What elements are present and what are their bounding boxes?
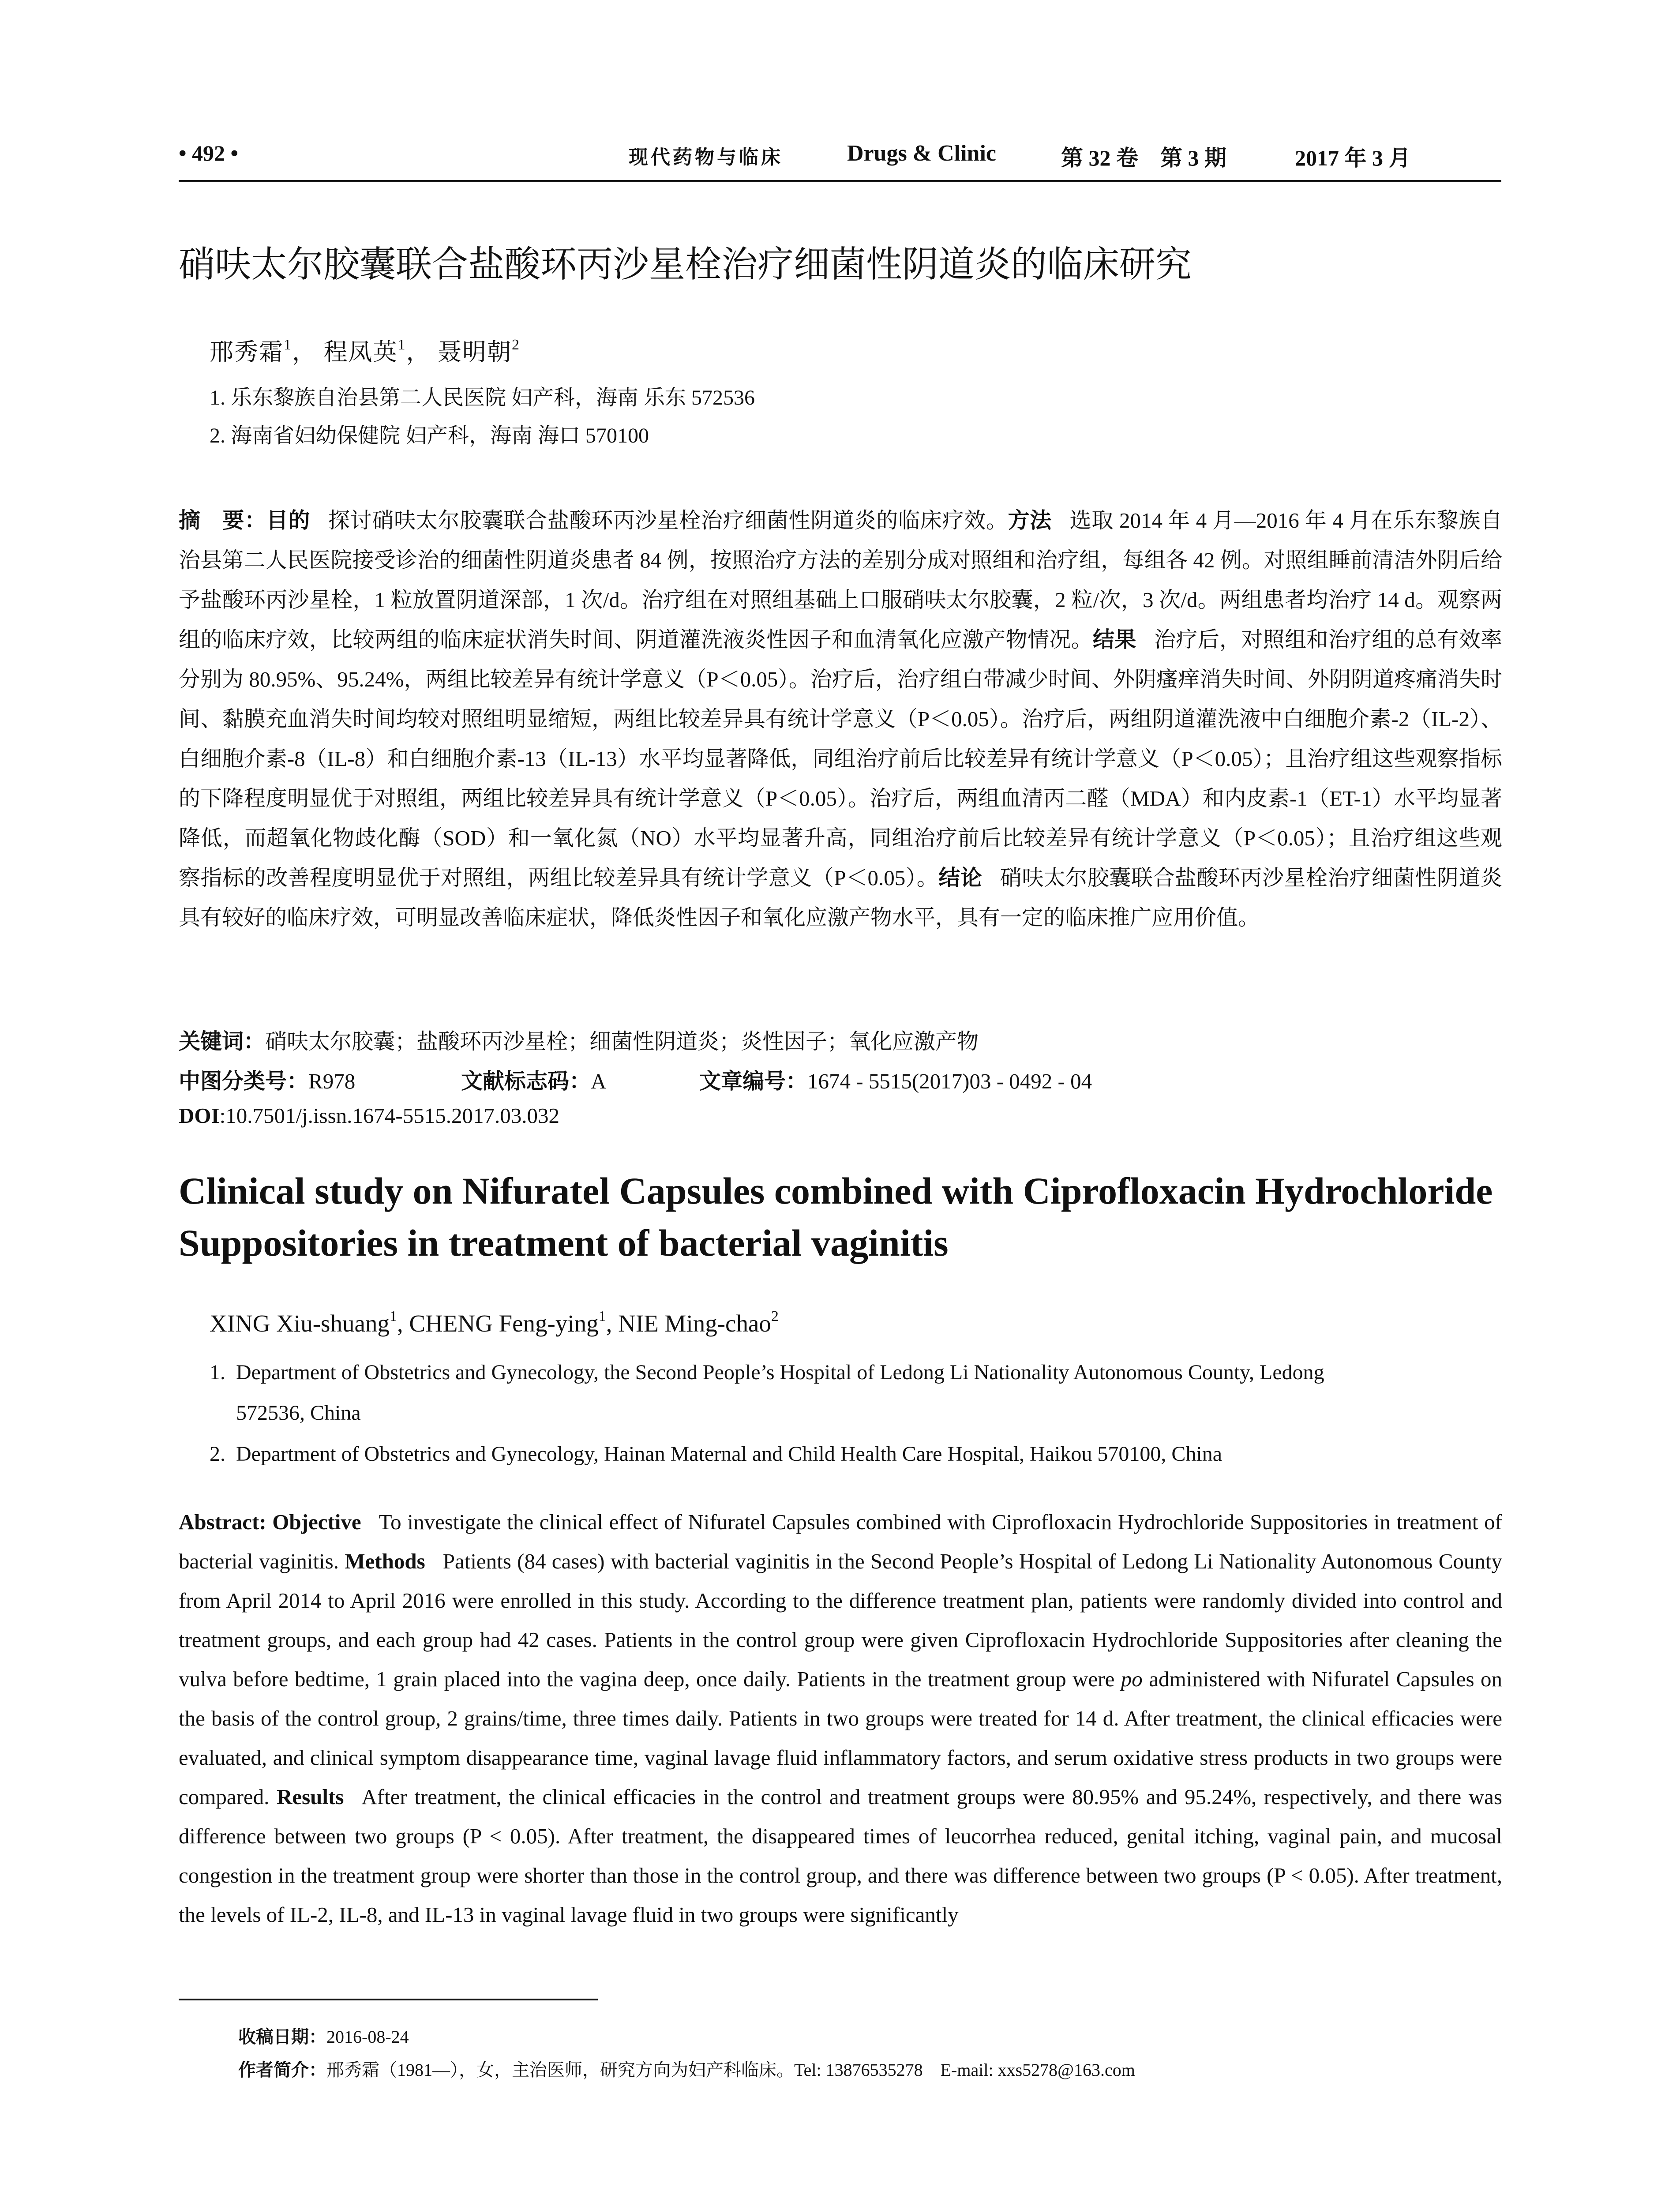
clc-label: 中图分类号： [179, 1069, 309, 1094]
journal-name-cn: 现代药物与临床 [629, 146, 783, 169]
abstract-label: Abstract: Objective [179, 1510, 361, 1534]
results-text: After treatment, the clinical efficacies in the control and treatment groups were 80.95% and 95.24%, respectively, and there was difference between two groups (P < 0.05). After treatment, the disappeared times of leucorrhea reduced, genital itching, vaginal pain, and mucosal congestion in the treatment group were shorter than those in the control group, and there was difference between two groups (P < 0.05). After treatment, the levels of IL-2, IL-8, and IL-13 in vaginal lavage fluid in two groups were significantly [179, 1785, 1502, 1927]
author-affiliation-mark: 1 [598, 1308, 606, 1324]
results-label: Results [276, 1785, 344, 1809]
doi-line [179, 1103, 559, 1128]
abstract-cn [179, 501, 1502, 938]
keywords-text: 硝呋太尔胶囊；盐酸环丙沙星栓；细菌性阴道炎；炎性因子；氧化应激产物 [265, 1029, 979, 1054]
title-line: Clinical study on Nifuratel Capsules combined with Ciprofloxacin Hydrochloride [179, 1170, 1493, 1212]
issue-date: 2017 年 3 月 [1295, 146, 1411, 170]
author-name: CHENG Feng-ying [409, 1310, 599, 1337]
methods-label: 方法 [1008, 508, 1052, 533]
results-text: 治疗后，对照组和治疗组的总有效率分别为 80.95%、95.24%，两组比较差异有统计学意义（P＜0.05）。治疗后，治疗组白带减少时间、外阴瘙痒消失时间、外阴阴道疼痛消失时间、黏膜充血消失时间均较对照组明显缩短，两组比较差异具有统计学意义（P＜0.05）。治疗后，两组阴道灌洗液中白细胞介素-2（IL-2）、白细胞介素-8（IL-8）和白细胞介素-13（IL-13）水平均显著降低，同组治疗前后比较差异有统计学意义（P＜0.05）；且治疗组这些观察指标的下降程度明显优于对照组，两组比较差异具有统计学意义（P＜0.05）。治疗后，两组血清丙二醛（MDA）和内皮素-1（ET-1）水平均显著降低，而超氧化物歧化酶（SOD）和一氧化氮（NO）水平均显著升高，同组治疗前后比较差异有统计学意义（P＜0.05）；且治疗组这些观察指标的改善程度明显优于对照组，两组比较差异具有统计学意义（P＜0.05）。 [179, 627, 1502, 890]
methods-text: administered with Nifuratel Capsules on the basis of the control group, 2 grains/time, three times daily. Patients in two groups were treated for 14 d. After treatment, the clinical efficacies were evaluated, and clinical symptom disappearance time, vaginal lavage fluid inflammatory factors, and serum oxidative stress products in two groups were compared. [179, 1667, 1503, 1809]
title-line: Suppositories in treatment of bacterial vaginitis [179, 1222, 949, 1264]
affiliation-en [210, 1352, 1502, 1433]
received-value: 2016-08-24 [326, 2027, 409, 2047]
received-date [238, 2023, 409, 2048]
doi-link[interactable]: :10.7501/j.issn.1674-5515.2017.03.032 [219, 1103, 559, 1128]
affiliation-text: Department of Obstetrics and Gynecology, Hainan Maternal and Child Health Care Hospital, Haikou 570100, China [236, 1442, 1222, 1466]
author-affiliation-mark: 1 [398, 337, 406, 353]
footnote-divider [179, 1999, 598, 2000]
journal-name-en: Drugs & Clinic [847, 141, 996, 166]
objective-label: 目的 [266, 508, 311, 533]
affiliation-text: 572536, China [236, 1401, 361, 1425]
objective-text: To investigate the clinical effect of Nifuratel Capsules combined with Ciprofloxacin Hydrochloride Suppositories in treatment of bacterial vaginitis. [179, 1510, 1503, 1573]
article-title-en [179, 1165, 1524, 1269]
author-name: 聂明朝 [438, 339, 512, 365]
author-affiliation-mark: 1 [389, 1308, 397, 1324]
clc-value: R978 [308, 1069, 356, 1093]
abstract-en [179, 1502, 1502, 1934]
doc-code-value: A [591, 1069, 607, 1093]
running-header [179, 140, 1501, 182]
author-list-cn: 邢秀霜$^1$， 程凤英$^1$， 聂明朝$^2$ [210, 337, 520, 365]
author-bio [238, 2056, 1135, 2081]
doc-code-label: 文献标志码： [461, 1069, 591, 1094]
article-id-value: 1674 - 5515(2017)03 - 0492 - 04 [807, 1069, 1092, 1093]
author-name: XING Xiu-shuang [210, 1310, 390, 1337]
keywords-label: 关键词： [179, 1029, 266, 1054]
affiliation-text: Department of Obstetrics and Gynecology, the Second People’s Hospital of Ledong Li Nationality Autonomous County, Ledong [236, 1361, 1324, 1384]
objective-text: 探讨硝呋太尔胶囊联合盐酸环丙沙星栓治疗细菌性阴道炎的临床疗效。 [328, 508, 1008, 533]
article-id-label: 文章编号： [699, 1069, 808, 1094]
abstract-label: 摘 要： [179, 508, 266, 533]
author-affiliation-mark: 1 [284, 337, 292, 353]
methods-text: Patients (84 cases) with bacterial vaginitis in the Second People’s Hospital of Ledong Li Nationality Autonomous County from April 2014 to April 2016 were enrolled in this study. According to the difference treatment plan, patients were randomly divided into control and treatment groups, and each group had 42 cases. Patients in the control group were given Ciprofloxacin Hydrochloride Suppositories after cleaning the vulva before bedtime, 1 grain placed into the vagina deep, once daily. Patients in the treatment group were [179, 1549, 1502, 1691]
results-label: 结果 [1092, 627, 1136, 652]
article-title-cn: 硝呋太尔胶囊联合盐酸环丙沙星栓治疗细菌性阴道炎的临床研究 [179, 244, 1192, 285]
author-name: 程凤英 [323, 339, 398, 365]
po-abbrev: po [1121, 1667, 1143, 1691]
volume-issue: 第 32 卷 第 3 期 [1061, 146, 1226, 170]
classification-line [179, 1064, 1502, 1094]
author-affiliation-mark: 2 [512, 337, 520, 353]
affiliation-en [210, 1434, 1502, 1474]
page-number: • 492 • [179, 141, 239, 165]
author-list-en: XING Xiu-shuang$^1$, CHENG Feng-ying$^1$, NIE Ming-chao$^2$ [210, 1308, 779, 1337]
methods-label: Methods [345, 1549, 425, 1573]
affiliation-cn: 2. 海南省妇幼保健院 妇产科，海南 海口 570100 [210, 424, 649, 447]
keywords-line [179, 1024, 979, 1055]
affiliation-number: 2. [210, 1442, 225, 1466]
affiliation-number: 1. [210, 1361, 225, 1384]
author-bio-label: 作者简介： [238, 2060, 326, 2080]
conclusion-text: 硝呋太尔胶囊联合盐酸环丙沙星栓治疗细菌性阴道炎具有较好的临床疗效，可明显改善临床症状，降低炎性因子和氧化应激产物水平，具有一定的临床推广应用价值。 [179, 866, 1502, 930]
author-bio-text: 邢秀霜（1981—），女，主治医师，研究方向为妇产科临床。Tel: 13876535278 E-mail: xxs5278@163.com [326, 2060, 1135, 2080]
doi-label: DOI [179, 1103, 220, 1128]
received-label: 收稿日期： [238, 2027, 326, 2047]
author-name: NIE Ming-chao [618, 1310, 771, 1337]
methods-text: 选取 2014 年 4 月—2016 年 4 月在乐东黎族自治县第二人民医院接受诊治的细菌性阴道炎患者 84 例，按照治疗方法的差别分成对照组和治疗组，每组各 42 例。对照组睡前清洁外阴后给予盐酸环丙沙星栓，1 粒放置阴道深部，1 次/d。治疗组在对照组基础上口服硝呋太尔胶囊，2 粒/次，3 次/d。两组患者均治疗 14 d。观察两组的临床疗效，比较两组的临床症状消失时间、阴道灌洗液炎性因子和血清氧化应激产物情况。 [179, 508, 1502, 652]
affiliation-cn: 1. 乐东黎族自治县第二人民医院 妇产科，海南 乐东 572536 [210, 386, 755, 409]
author-affiliation-mark: 2 [771, 1308, 779, 1324]
conclusion-label: 结论 [938, 865, 982, 890]
author-name: 邢秀霜 [210, 339, 284, 365]
